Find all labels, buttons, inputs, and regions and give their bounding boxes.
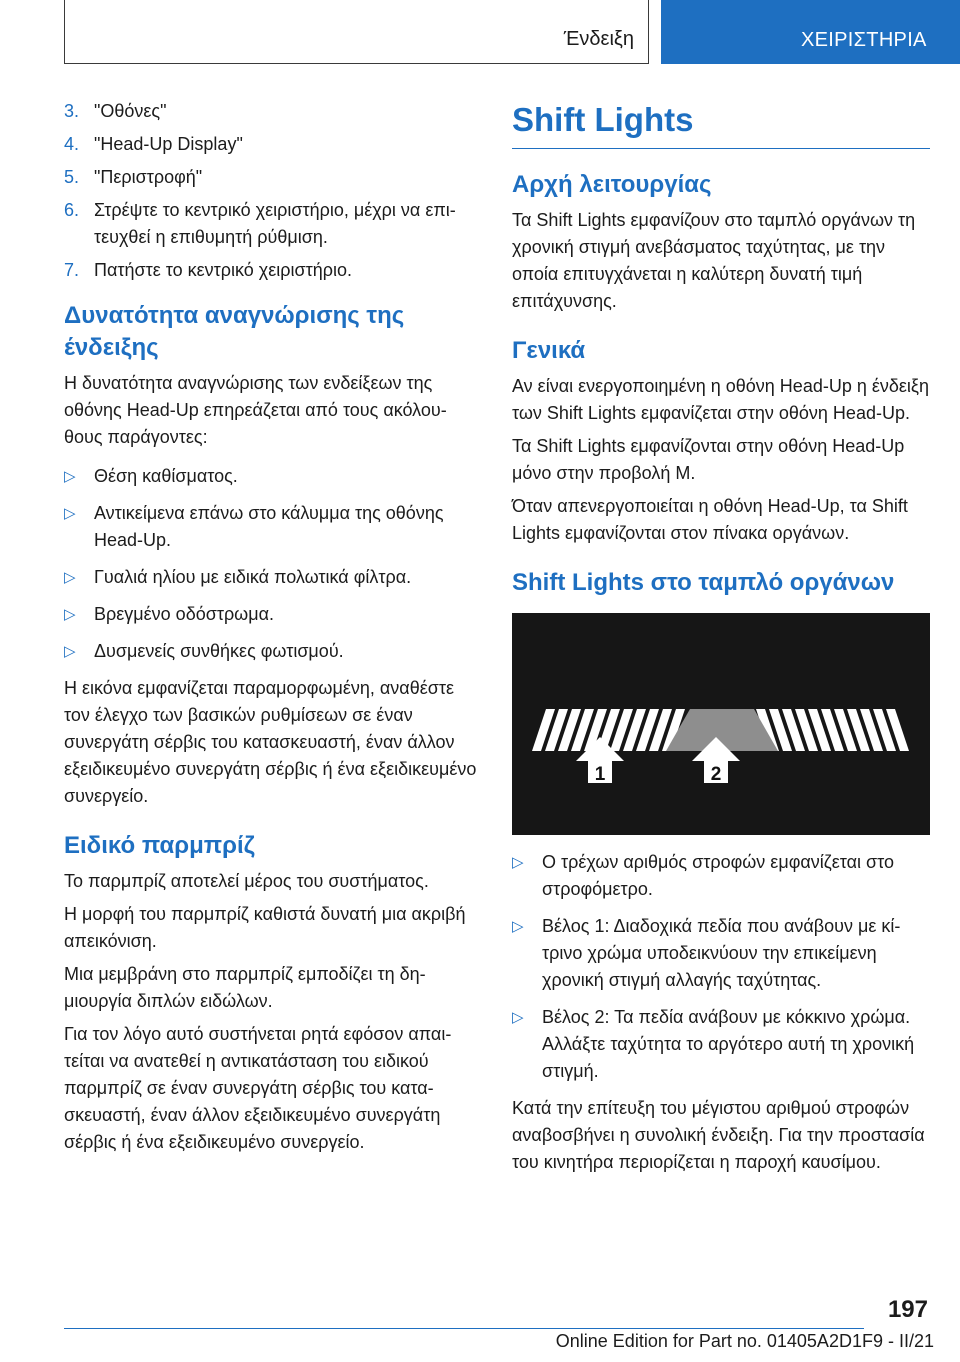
shift-lights-illustration xyxy=(512,613,930,835)
factor-text: Θέση καθίσματος. xyxy=(94,466,238,486)
page-title: Shift Lights xyxy=(512,101,694,138)
windscreen-paragraph: Μια μεμβράνη στο παρμπρίζ εμποδίζει τη δημιουργία διπλών ειδώλων. xyxy=(64,964,426,1011)
step-text: Πατήστε το κεντρικό χειριστήριο. xyxy=(94,260,352,280)
closing-text: Κατά την επίτευξη του μέγιστου αριθμού στροφών αναβοσβήνει η συνολική ένδειξη. Για την προστασία του κινητήρα περιορίζεται η παροχή καυσίμου. xyxy=(512,1098,925,1172)
general-paragraph: Αν είναι ενεργοποιημένη η οθόνη Head-Up η ένδειξη των Shift Lights εμφανίζεται στην οθόνη Head-Up. xyxy=(512,376,929,423)
right-column xyxy=(512,98,930,1182)
figure-legend-item xyxy=(512,913,930,994)
step-item xyxy=(64,98,478,125)
step-number: 5. xyxy=(64,167,80,187)
legend-text: Ο τρέχων αριθμός στροφών εμφανίζεται στο στροφόμετρο. xyxy=(542,852,894,899)
legend-text: Βέλος 2: Τα πεδία ανάβουν με κόκκινο χρώμα. Αλλάξτε ταχύτητα το αργότερο αυτή τη χρονική στιγμή. xyxy=(542,1007,915,1081)
header-section-tab xyxy=(64,0,649,64)
figure-legend-item xyxy=(512,1004,930,1085)
step-text: "Οθόνες" xyxy=(94,101,167,121)
factor-item xyxy=(64,564,478,591)
triangle-right-icon: ▷ xyxy=(512,918,524,935)
general-heading: Γενικά xyxy=(512,337,586,364)
left-column xyxy=(64,98,478,1162)
general-paragraph: Όταν απενεργοποιείται η οθόνη Head-Up, τα Shift Lights εμφανίζονται στον πίνακα οργάνων. xyxy=(512,496,908,543)
windscreen-heading: Ειδικό παρμπρίζ xyxy=(64,832,255,859)
step-number: 4. xyxy=(64,134,80,154)
visibility-heading: Δυνατότητα αναγνώρισης της ένδειξης xyxy=(64,302,405,361)
header-chapter-label: ΧΕΙΡΙΣΤΗΡΙΑ xyxy=(801,29,927,51)
factor-text: Αντικείμενα επάνω στο κάλυμμα της οθόνης Head-Up. xyxy=(94,503,444,550)
step-item xyxy=(64,197,478,251)
windscreen-paragraph: Το παρμπρίζ αποτελεί μέρος του συστήματος. xyxy=(64,871,429,891)
triangle-right-icon: ▷ xyxy=(512,1009,524,1026)
step-number: 6. xyxy=(64,200,80,220)
triangle-right-icon: ▷ xyxy=(512,854,524,871)
factor-item xyxy=(64,601,478,628)
footer-divider xyxy=(64,1328,864,1329)
step-item xyxy=(64,164,478,191)
step-item xyxy=(64,257,478,284)
legend-text: Βέλος 1: Διαδοχικά πεδία που ανάβουν με κίτρινο χρώμα υποδεικνύουν την επικείμενη χρονική στιγμή αλλαγής ταχύτητας. xyxy=(542,916,901,990)
general-paragraph: Τα Shift Lights εμφανίζονται στην οθόνη Head-Up μόνο στην προβολή M. xyxy=(512,436,905,483)
factor-text: Βρεγμένο οδόστρωμα. xyxy=(94,604,275,624)
header-section-label: Ένδειξη xyxy=(563,28,634,50)
step-text: "Head-Up Display" xyxy=(94,134,243,154)
arrow-1-label: 1 xyxy=(594,764,606,785)
edition-note: Online Edition for Part no. 01405A2D1F9 - II/21 xyxy=(555,1331,934,1351)
arrow-2-label: 2 xyxy=(710,764,722,785)
step-text: Στρέψτε το κεντρικό χειριστήριο, μέχρι να επιτευχθεί η επιθυμητή ρύθμιση. xyxy=(94,200,456,247)
windscreen-paragraph: Η μορφή του παρμπρίζ καθιστά δυνατή μια ακριβή απεικόνιση. xyxy=(64,904,466,951)
triangle-right-icon: ▷ xyxy=(64,505,76,522)
principle-text: Τα Shift Lights εμφανίζουν στο ταμπλό οργάνων τη χρονική στιγμή ανεβάσματος ταχύτητας, με την οποία επιτυγχάνεται η καλύτερη δυνατή τιμή επιτάχυνσης. xyxy=(512,210,916,311)
step-number: 3. xyxy=(64,101,80,121)
figure-legend-item xyxy=(512,849,930,903)
windscreen-paragraph: Για τον λόγο αυτό συστήνεται ρητά εφόσον απαιτείται να ανατεθεί η αντικατάσταση του ειδικού παρμπρίζ σε έναν συνεργάτη σέρβις του κατασκευαστή, έναν άλλον εξειδικευμένο συνεργάτη σέρβις ή ένα εξειδικευμένο συνεργείο. xyxy=(64,1024,452,1152)
factor-item xyxy=(64,500,478,554)
factor-item xyxy=(64,638,478,665)
visibility-intro: Η δυνατότητα αναγνώρισης των ενδείξεων της οθόνης Head-Up επηρεάζεται από τους ακόλουθους παράγοντες: xyxy=(64,373,447,447)
step-text: "Περιστροφή" xyxy=(94,167,203,187)
principle-heading: Αρχή λειτουργίας xyxy=(512,171,712,198)
triangle-right-icon: ▷ xyxy=(64,468,76,485)
header-chapter-tab xyxy=(661,0,960,64)
step-number: 7. xyxy=(64,260,80,280)
factor-item xyxy=(64,463,478,490)
shift-lights-figure xyxy=(512,613,930,835)
cluster-heading: Shift Lights στο ταμπλό οργάνων xyxy=(512,569,895,596)
step-item xyxy=(64,131,478,158)
factor-text: Γυαλιά ηλίου με ειδικά πολωτικά φίλτρα. xyxy=(94,567,412,587)
factor-text: Δυσμενείς συνθήκες φωτισμού. xyxy=(94,641,344,661)
triangle-right-icon: ▷ xyxy=(64,606,76,623)
triangle-right-icon: ▷ xyxy=(64,569,76,586)
triangle-right-icon: ▷ xyxy=(64,643,76,660)
distortion-text: Η εικόνα εμφανίζεται παραμορφωμένη, αναθέστε τον έλεγχο των βασικών ρυθμίσεων σε έναν συνεργάτη σέρβις του κατασκευαστή, έναν άλλον εξειδικευμένο συνεργάτη σέρβις ή ένα εξειδικευμένο συνεργείο. xyxy=(64,678,477,806)
page-number: 197 xyxy=(887,1296,928,1323)
title-divider xyxy=(512,148,930,149)
